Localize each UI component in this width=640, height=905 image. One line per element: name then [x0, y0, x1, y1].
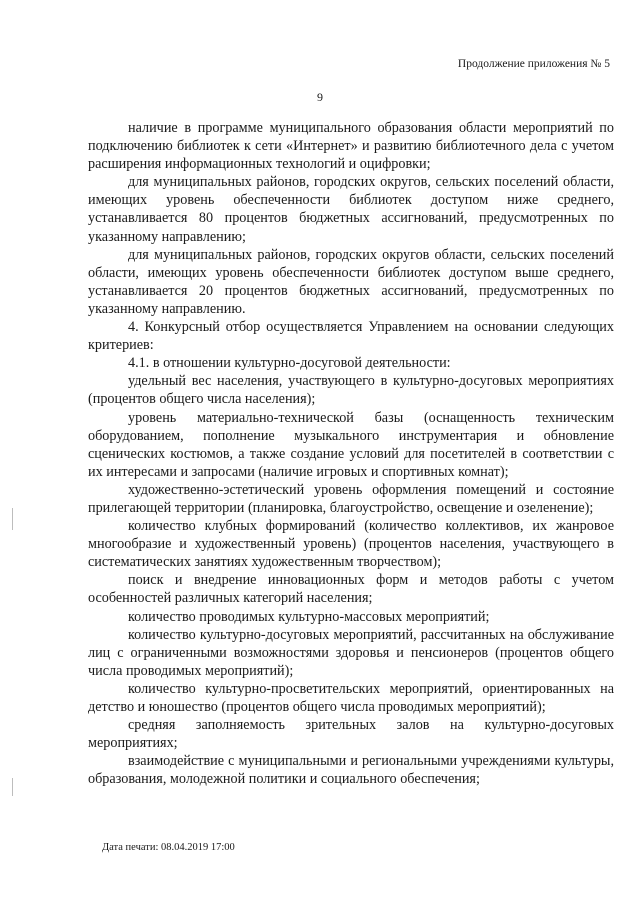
print-date: Дата печати: 08.04.2019 17:00 [102, 842, 235, 853]
paragraph: количество клубных формирований (количество коллективов, их жанровое многообразие и художественный уровень) (процентов населения, участвующего в систематических занятиях художественным творчеством); [88, 518, 614, 571]
paragraph: уровень материально-технической базы (оснащенность техническим оборудованием, пополнение музыкального инструментария и обновление сценических костюмов, а также создание условий для посетителей в соответствии с их интересами и запросами (наличие игровых и спортивных комнат); [88, 409, 614, 480]
paragraph: количество проводимых культурно-массовых мероприятий; [128, 608, 490, 625]
paragraph: количество культурно-просветительских мероприятий, ориентированных на детство и юношество (процентов общего числа проводимых мероприятий); [88, 680, 614, 715]
paragraph: 4. Конкурсный отбор осуществляется Управлением на основании следующих критериев: [88, 319, 614, 354]
document-body [88, 119, 614, 788]
scan-margin-mark [12, 508, 13, 530]
paragraph: средняя заполняемость зрительных залов на культурно-досуговых мероприятиях; [88, 717, 614, 752]
scan-margin-mark [12, 778, 13, 796]
paragraph: количество культурно-досуговых мероприятий, рассчитанных на обслуживание лиц с ограниченными возможностями здоровья и пенсионеров (процентов общего числа проводимых мероприятий); [88, 626, 614, 679]
paragraph: поиск и внедрение инновационных форм и методов работы с учетом особенностей различных категорий населения; [88, 572, 614, 607]
page-number: 9 [317, 90, 323, 104]
paragraph: для муниципальных районов, городских округов области, сельских поселений области, имеющих уровень обеспеченности библиотек доступом выше среднего, устанавливается 20 процентов бюджетных ассигнований, предусмотренных по указанному направлению. [88, 246, 614, 317]
paragraph: взаимодействие с муниципальными и региональными учреждениями культуры, образования, молодежной политики и социального обеспечения; [88, 753, 614, 788]
paragraph: художественно-эстетический уровень оформления помещений и состояние прилегающей территории (планировка, благоустройство, освещение и озеленение); [88, 481, 614, 516]
paragraph: 4.1. в отношении культурно-досуговой деятельности: [128, 355, 451, 372]
paragraph: для муниципальных районов, городских округов, сельских поселений области, имеющих уровень обеспеченности библиотек доступом ниже среднего, устанавливается 80 процентов бюджетных ассигнований, предусмотренных по указанному направлению; [88, 174, 614, 245]
paragraph: удельный вес населения, участвующего в культурно-досуговых мероприятиях (процентов общего числа населения); [88, 373, 614, 408]
annex-label: Продолжение приложения № 5 [457, 58, 610, 70]
paragraph: наличие в программе муниципального образования области мероприятий по подключению библиотек к сети «Интернет» и развитию библиотечного дела с учетом расширения информационных технологий и оцифровки; [88, 120, 614, 173]
